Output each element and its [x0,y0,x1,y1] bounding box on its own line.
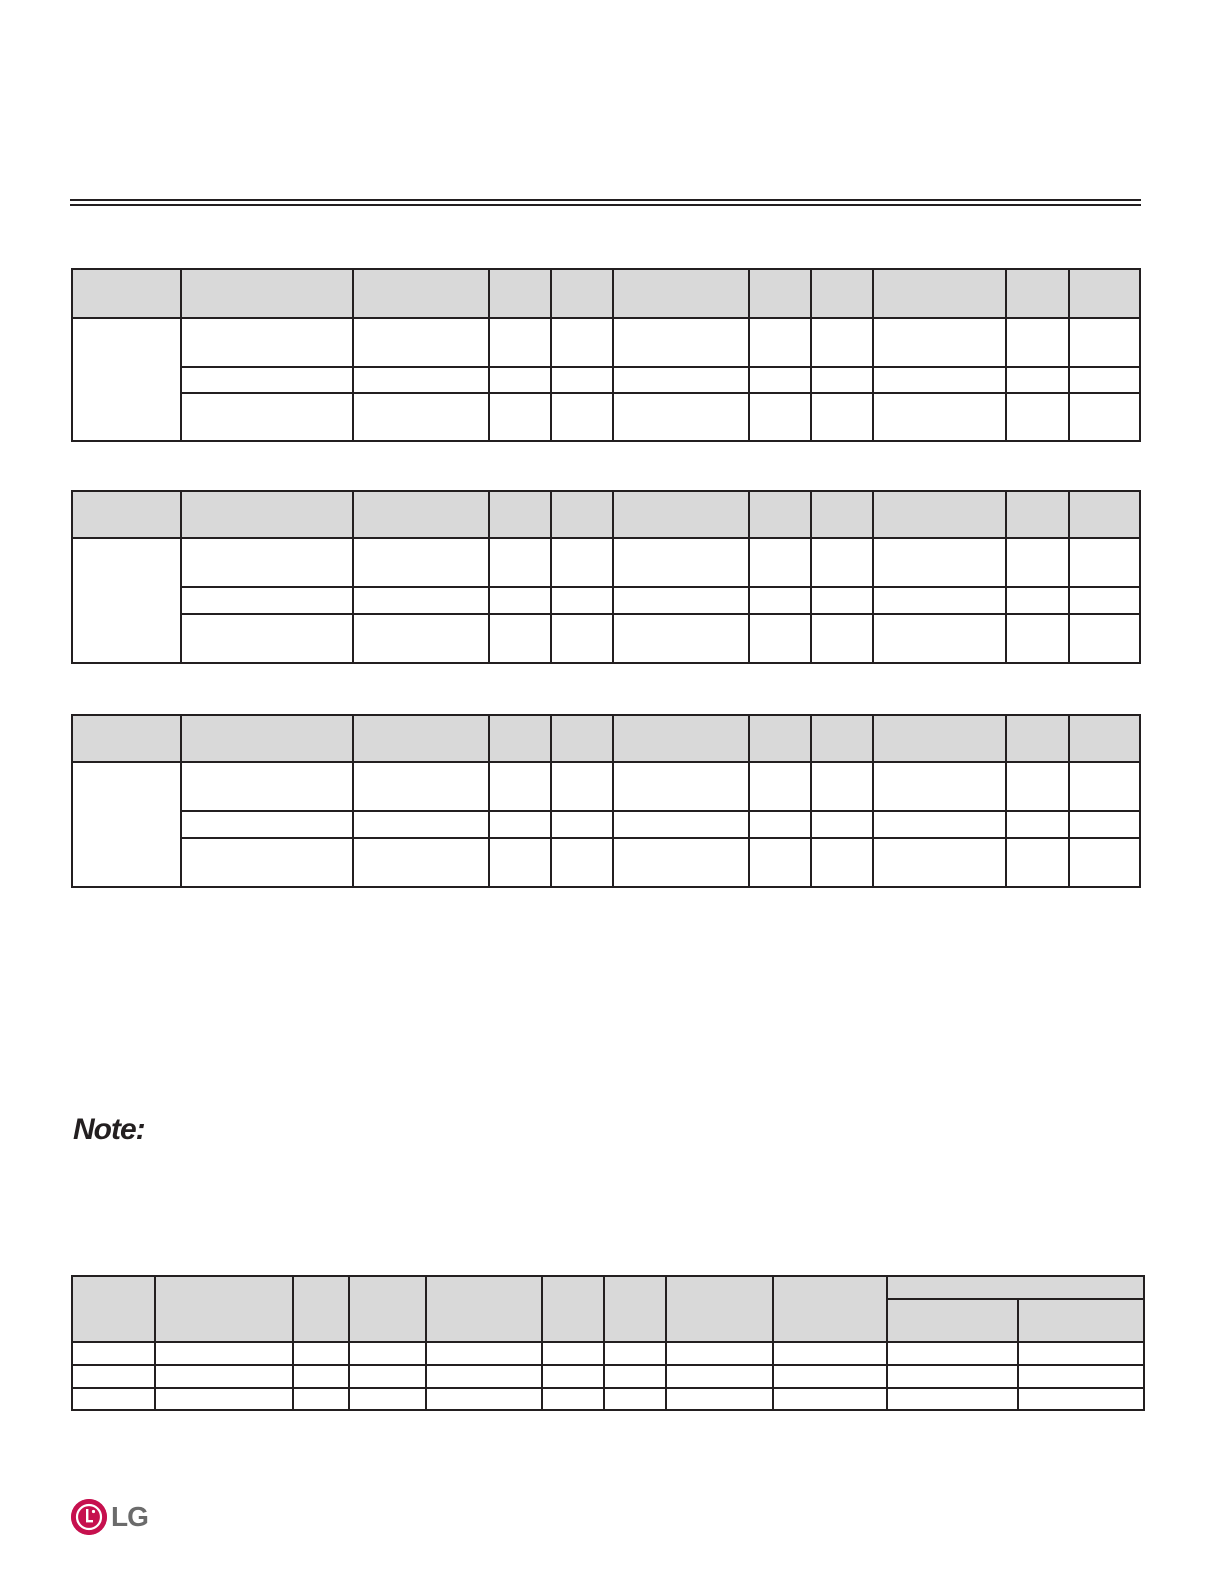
table-row [72,318,1140,367]
table-row [72,838,1140,887]
spec-table-2 [71,490,1141,664]
table-row [72,1365,1144,1388]
model-cell [72,318,181,441]
table-header-row [72,269,1140,318]
title-rule-top [70,199,1141,201]
lg-logo-icon [71,1499,107,1535]
lg-logo [71,1498,148,1536]
grouped-header [887,1276,1144,1299]
spec-table-3 [71,714,1141,888]
lg-logo-text: LG [111,1501,148,1532]
model-cell [72,538,181,663]
model-cell [72,762,181,887]
table-header-row [72,715,1140,762]
table-row [72,614,1140,663]
table-row [72,538,1140,587]
table-header-row [72,1276,1144,1299]
bottom-table [71,1275,1145,1411]
title-rule-bottom [70,204,1141,206]
table-row [72,1388,1144,1410]
table-row [72,587,1140,614]
table-row [72,811,1140,838]
note-heading: Note: [73,1113,145,1146]
table-header-row [72,491,1140,538]
table-row [72,762,1140,811]
table-row [72,393,1140,441]
table-row [72,367,1140,393]
table-row [72,1342,1144,1365]
spec-table-1 [71,268,1141,442]
